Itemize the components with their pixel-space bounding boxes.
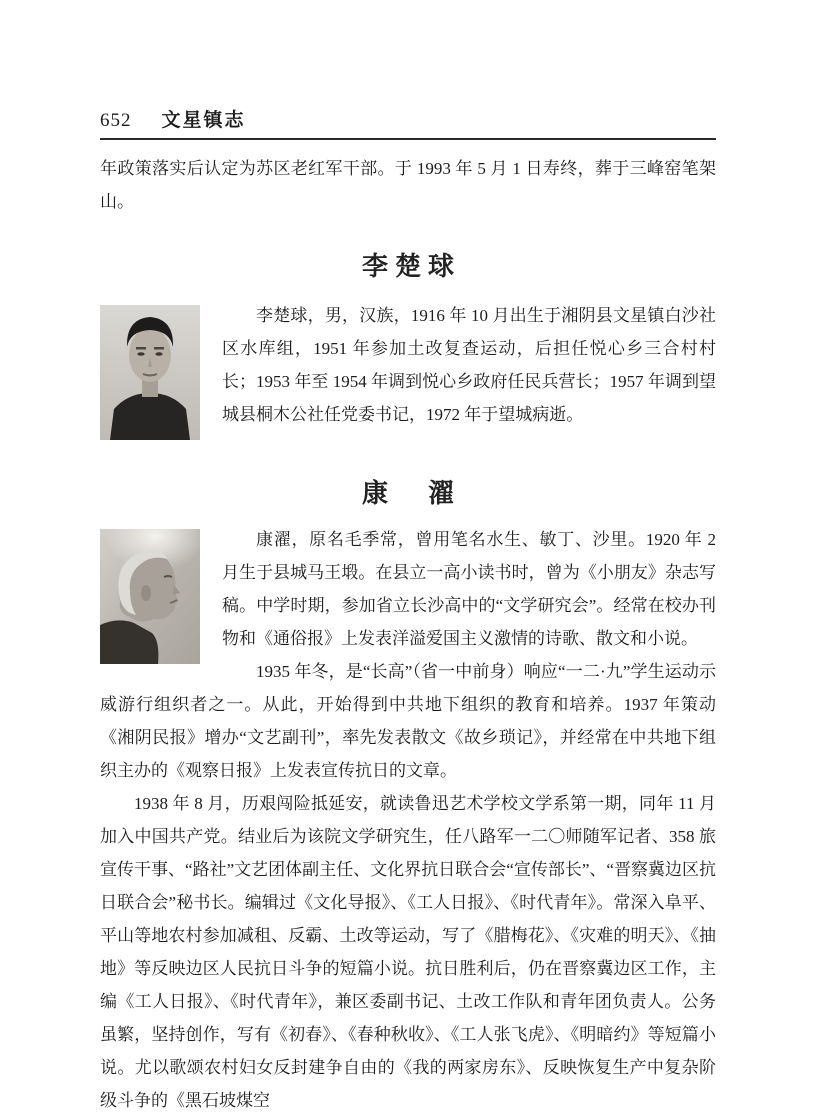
bio-paragraph: 康濯，原名毛季常，曾用笔名水生、敏丁、沙里。1920 年 2 月生于县城马王塅。在县立一高小读书时，曾为《小朋友》杂志写稿。中学时期，参加省立长沙高中的“文学研究会”。经常在校办刊物和《通俗报》上发表洋溢爱国主义激情的诗歌、散文和小说。 (222, 530, 716, 648)
book-title: 文星镇志 (161, 110, 246, 131)
portrait-photo-kang-zhuo-graphic (100, 529, 200, 664)
bio-paragraph: 李楚球，男，汉族，1916 年 10 月出生于湘阴县文星镇白沙社区水库组，1951 年参加土改复查运动，后担任悦心乡三合村村长；1953 年至 1954 年调到悦心乡政府任民兵营长；1957 年调到望城县桐木公社任党委书记，1972 年于望城病逝。 (222, 306, 716, 424)
running-head (100, 109, 716, 140)
bio-paragraph: 1938 年 8 月，历艰闯险抵延安，就读鲁迅艺术学校文学系第一期，同年 11 月加入中国共产党。结业后为该院文学研究生，任八路军一二〇师随军记者、358 旅宣传干事、“路社”文艺团体副主任、文化界抗日联合会“宣传部长”、“晋察冀边区抗日联合会”秘书长。编辑过《文化导报》、《工人日报》、《时代青年》。常深入阜平、平山等地农村参加减租、反霸、土改等运动，写了《腊梅花》、《灾难的明天》、《抽地》等反映边区人民抗日斗争的短篇小说。抗日胜利后，仍在晋察冀边区工作，主编《工人日报》、《时代青年》，兼区委副书记、土改工作队和青年团负责人。公务虽繁，坚持创作，写有《初春》、《春种秋收》、《工人张飞虎》、《明暗约》等短篇小说。尤以歌颂农村妇女反封建争自由的《我的两家房东》、反映恢复生产中复杂阶级斗争的《黑石坡煤空 (100, 794, 716, 1110)
bio-section-kang-zhuo (100, 523, 716, 1117)
portrait-photo-kang-zhuo (100, 529, 200, 664)
portrait-photo-li-chuqiu-graphic (100, 305, 200, 440)
bio-section-li-chuqiu (100, 299, 716, 431)
page-number: 652 (100, 110, 132, 131)
bio-paragraph: 1935 年冬，是“长高”（省一中前身）响应“一二·九”学生运动示威游行组织者之一。从此，开始得到中共地下组织的教育和培养。1937 年策动《湘阴民报》增办“文艺副刊”，率先发表散文《故乡琐记》，并经常在中共地下组织主办的《观察日报》上发表宣传抗日的文章。 (100, 662, 716, 780)
continuation-paragraph: 年政策落实后认定为苏区老红军干部。于 1993 年 5 月 1 日寿终，葬于三峰窑笔架山。 (100, 159, 716, 211)
section-heading-li-chuqiu: 李楚球 (361, 251, 461, 281)
portrait-photo-li-chuqiu (100, 305, 200, 440)
section-heading-kang-zhuo: 康 濯 (361, 478, 461, 508)
